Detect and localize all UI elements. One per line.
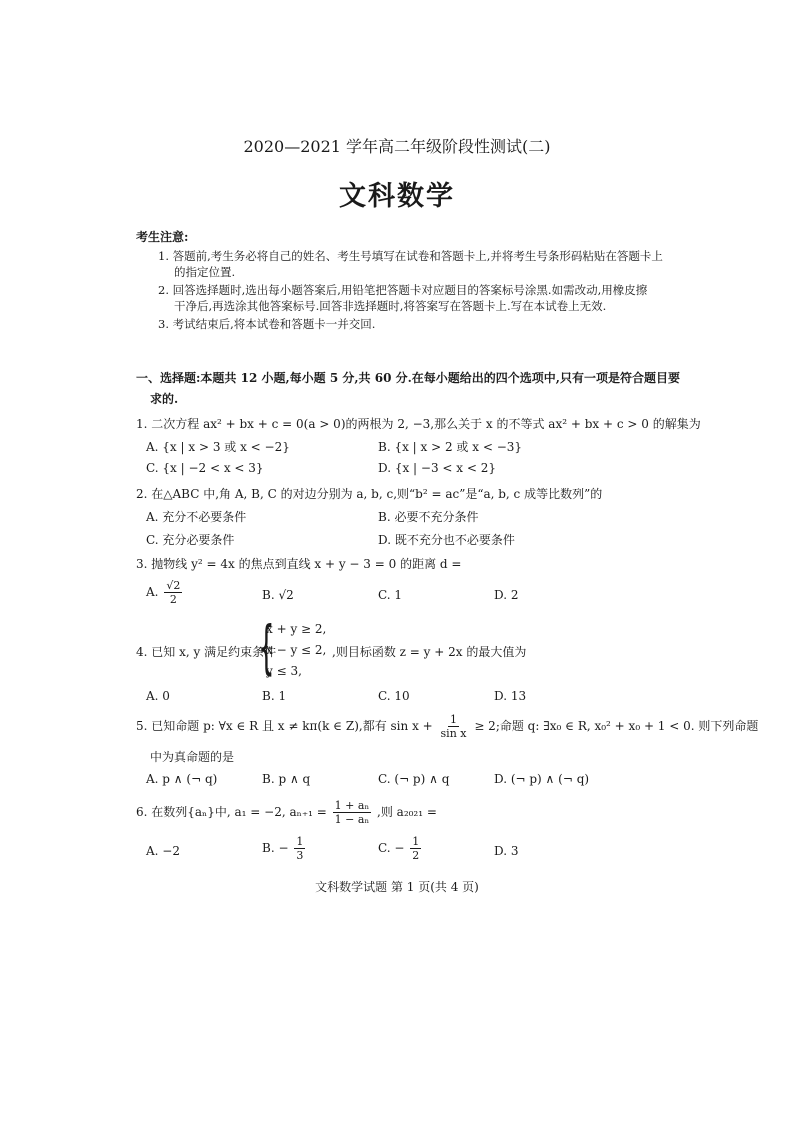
q1-option-d: D. {x | −3 < x < 2}: [378, 461, 496, 475]
q5-option-b: B. p ∧ q: [262, 772, 311, 786]
subject-title: 文科数学: [339, 181, 455, 212]
q3-option-a-denominator: 2: [169, 593, 177, 606]
q4-constraint-3: y ≤ 3,: [266, 664, 302, 678]
q6-fraction: [333, 800, 372, 825]
q1-option-a: A. {x | x > 3 或 x < −2}: [146, 440, 290, 454]
q4-stem: 4. 已知 x, y 满足约束条件: [136, 645, 277, 659]
q5-option-a: A. p ∧ (¬ q): [146, 772, 218, 786]
q3-option-a: [146, 580, 184, 605]
exam-title: 2020—2021 学年高二年级阶段性测试(二): [243, 137, 551, 156]
q6-option-b-label: B. −: [262, 841, 289, 855]
q2-option-b: B. 必要不充分条件: [378, 510, 479, 524]
q6-option-c: [378, 836, 423, 861]
notice-line-3: 2. 回答选择题时,选出每小题答案后,用铅笔把答题卡对应题目的答案标号涂黑.如需改动,用橡皮擦: [158, 283, 648, 297]
q3-option-a-fraction: [164, 580, 182, 605]
page-footer: 文科数学试题 第 1 页(共 4 页): [315, 880, 479, 894]
section-heading-line-1: 一、选择题:本题共 12 小题,每小题 5 分,共 60 分.在每小题给出的四个选项中,只有一项是符合题目要: [136, 371, 680, 385]
q3-option-a-label: A.: [146, 585, 159, 599]
q5-stem-part-1: 5. 已知命题 p: ∀x ∈ R 且 x ≠ kπ(k ∈ Z),都有 sin x +: [136, 719, 433, 733]
section-heading-line-2: 求的.: [150, 392, 179, 406]
q3-stem: 3. 抛物线 y² = 4x 的焦点到直线 x + y − 3 = 0 的距离 d =: [136, 557, 462, 571]
q4-option-b: B. 1: [262, 689, 287, 703]
q4-constraint-brace: {: [258, 613, 275, 681]
q6-option-b: [262, 836, 307, 861]
q6-stem-part-1: 6. 在数列{aₙ}中, a₁ = −2, aₙ₊₁ =: [136, 805, 327, 819]
q5-fraction-denominator: sin x: [440, 727, 467, 740]
q5-fraction-numerator: 1: [450, 713, 457, 726]
q6-option-b-fraction: [294, 836, 305, 861]
q5-option-c: C. (¬ p) ∧ q: [378, 772, 450, 786]
q6-option-c-denominator: 2: [412, 849, 420, 862]
q5-stem: [136, 714, 758, 739]
q6-fraction-denominator: 1 − aₙ: [334, 813, 370, 826]
q3-option-c: C. 1: [378, 588, 403, 602]
q3-option-d: D. 2: [494, 588, 519, 602]
q2-option-d: D. 既不充分也不必要条件: [378, 533, 515, 547]
q6-option-a: A. −2: [146, 844, 180, 858]
q6-option-c-fraction: [410, 836, 421, 861]
q2-stem: 2. 在△ABC 中,角 A, B, C 的对边分别为 a, b, c,则“b² = ac”是“a, b, c 成等比数列”的: [136, 487, 603, 501]
notice-line-4: 干净后,再选涂其他答案标号.回答非选择题时,将答案写在答题卡上.写在本试卷上无效.: [174, 299, 607, 313]
q3-option-b: B. √2: [262, 588, 294, 602]
q4-option-d: D. 13: [494, 689, 527, 703]
q4-option-a: A. 0: [146, 689, 170, 703]
q3-option-a-numerator: √2: [166, 579, 181, 592]
q6-fraction-numerator: 1 + aₙ: [334, 799, 370, 812]
q6-option-b-denominator: 3: [296, 849, 304, 862]
q6-option-d: D. 3: [494, 844, 519, 858]
q6-stem-part-2: ,则 a₂₀₂₁ =: [377, 805, 437, 819]
notice-line-2: 的指定位置.: [174, 265, 236, 279]
q5-stem-part-3: 中为真命题的是: [150, 750, 235, 764]
q6-option-c-numerator: 1: [412, 835, 420, 848]
q1-option-c: C. {x | −2 < x < 3}: [146, 461, 264, 475]
notice-line-1: 1. 答题前,考生务必将自己的姓名、考生号填写在试卷和答题卡上,并将考生号条形码粘贴在答题卡上: [158, 249, 663, 263]
q5-option-d: D. (¬ p) ∧ (¬ q): [494, 772, 590, 786]
q4-constraint-2: x − y ≤ 2,: [266, 643, 327, 657]
q4-stem-tail: ,则目标函数 z = y + 2x 的最大值为: [332, 645, 527, 659]
q1-option-b: B. {x | x > 2 或 x < −3}: [378, 440, 523, 454]
q5-fraction: [439, 714, 469, 739]
q2-option-c: C. 充分必要条件: [146, 533, 235, 547]
q1-stem: 1. 二次方程 ax² + bx + c = 0(a > 0)的两根为 2, −3,那么关于 x 的不等式 ax² + bx + c > 0 的解集为: [136, 417, 701, 431]
notice-line-5: 3. 考试结束后,将本试卷和答题卡一并交回.: [158, 317, 376, 331]
q4-option-c: C. 10: [378, 689, 410, 703]
q6-option-c-label: C. −: [378, 841, 405, 855]
q2-option-a: A. 充分不必要条件: [146, 510, 247, 524]
q5-stem-part-2: ≥ 2;命题 q: ∃x₀ ∈ R, x₀² + x₀ + 1 < 0. 则下列命题: [474, 719, 759, 733]
q4-constraint-1: x + y ≥ 2,: [266, 622, 327, 636]
q6-stem: [136, 800, 437, 825]
q6-option-b-numerator: 1: [296, 835, 304, 848]
notice-heading: 考生注意:: [136, 230, 189, 244]
